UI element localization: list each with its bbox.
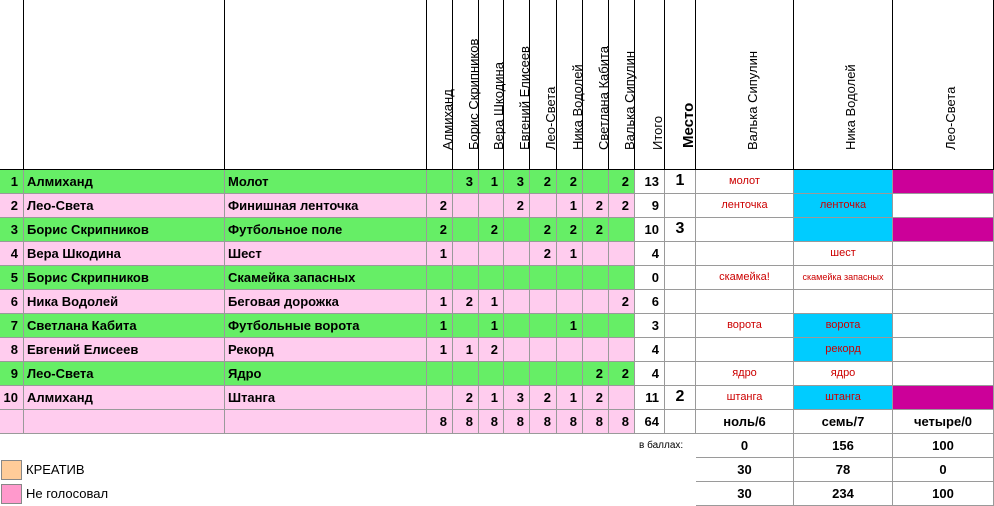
legend-swatch <box>1 460 22 480</box>
sum-total: 64 <box>635 410 665 434</box>
row-title[interactable]: Ядро <box>225 362 427 386</box>
vote-cell[interactable] <box>504 314 530 338</box>
vote-cell[interactable] <box>557 266 583 290</box>
vote-cell[interactable] <box>530 266 557 290</box>
vote-cell[interactable]: 1 <box>557 314 583 338</box>
row-title[interactable]: Скамейка запасных <box>225 266 427 290</box>
extra-vote-3[interactable] <box>893 194 994 218</box>
row-number: 9 <box>0 362 24 386</box>
sum-row-empty <box>0 410 24 434</box>
row-number: 2 <box>0 194 24 218</box>
vote-cell[interactable] <box>583 170 609 194</box>
header-place[interactable] <box>665 0 696 170</box>
row-number: 3 <box>0 218 24 242</box>
vote-cell[interactable]: 2 <box>453 386 479 410</box>
row-number: 1 <box>0 170 24 194</box>
extra-vote-3[interactable] <box>893 338 994 362</box>
vote-cell[interactable] <box>479 362 504 386</box>
row-total[interactable]: 4 <box>635 362 665 386</box>
row-title[interactable]: Футбольные ворота <box>225 314 427 338</box>
sum-vote-cell: 8 <box>427 410 453 434</box>
extra-vote-1[interactable]: ленточка <box>696 194 794 218</box>
row-place[interactable]: 2 <box>665 386 696 410</box>
vote-cell[interactable] <box>479 242 504 266</box>
row-place[interactable]: 1 <box>665 170 696 194</box>
extra-vote-1[interactable]: ворота <box>696 314 794 338</box>
points-label: в баллах: <box>639 440 684 451</box>
row-total[interactable]: 11 <box>635 386 665 410</box>
extra-vote-2[interactable]: рекорд <box>794 338 893 362</box>
vote-cell[interactable]: 1 <box>427 290 453 314</box>
sum-vote-cell: 8 <box>479 410 504 434</box>
vote-cell[interactable]: 1 <box>427 314 453 338</box>
extra-vote-3[interactable] <box>893 386 994 410</box>
vote-cell[interactable] <box>504 242 530 266</box>
vote-cell[interactable]: 2 <box>557 170 583 194</box>
row-number: 10 <box>0 386 24 410</box>
vote-cell[interactable] <box>504 290 530 314</box>
vote-cell[interactable]: 1 <box>557 194 583 218</box>
sum-extra-3: четыре/0 <box>893 410 994 434</box>
extra-vote-3[interactable] <box>893 170 994 194</box>
vote-cell[interactable] <box>583 242 609 266</box>
vote-cell[interactable] <box>530 290 557 314</box>
header-empty-title <box>225 0 427 170</box>
row-place[interactable] <box>665 338 696 362</box>
extra-vote-3[interactable] <box>893 218 994 242</box>
header-voter-3-label: Евгений Елисеев <box>516 46 532 150</box>
points-extra-2: 156 <box>794 434 893 458</box>
row-number: 6 <box>0 290 24 314</box>
row-number: 4 <box>0 242 24 266</box>
vote-cell[interactable] <box>504 218 530 242</box>
header-extra-2[interactable] <box>893 0 994 170</box>
legend-label: Не голосовал <box>26 486 109 501</box>
row-place[interactable] <box>665 290 696 314</box>
row-total[interactable]: 10 <box>635 218 665 242</box>
vote-cell[interactable] <box>557 290 583 314</box>
vote-cell[interactable] <box>557 338 583 362</box>
extra-vote-2[interactable] <box>794 290 893 314</box>
vote-cell[interactable] <box>453 218 479 242</box>
legend-label: КРЕАТИВ <box>26 462 85 477</box>
row-number: 5 <box>0 266 24 290</box>
row-place[interactable] <box>665 314 696 338</box>
row-author[interactable]: Алмиханд <box>24 386 225 410</box>
header-voter-0[interactable] <box>427 0 453 170</box>
legend-extra-2: 78 <box>794 458 893 482</box>
legend-extra-2: 234 <box>794 482 893 506</box>
vote-cell[interactable] <box>609 266 635 290</box>
header-voter-6-label: Светлана Кабита <box>595 46 611 150</box>
header-voter-2[interactable] <box>479 0 504 170</box>
vote-cell[interactable]: 1 <box>479 290 504 314</box>
extra-vote-3[interactable] <box>893 242 994 266</box>
sum-vote-cell: 8 <box>504 410 530 434</box>
vote-cell[interactable]: 2 <box>583 362 609 386</box>
vote-cell[interactable]: 1 <box>557 242 583 266</box>
vote-cell[interactable] <box>609 338 635 362</box>
sum-vote-cell: 8 <box>453 410 479 434</box>
vote-cell[interactable]: 1 <box>479 314 504 338</box>
vote-cell[interactable]: 2 <box>504 194 530 218</box>
vote-cell[interactable]: 2 <box>427 218 453 242</box>
header-total[interactable] <box>635 0 665 170</box>
row-author[interactable]: Лео-Света <box>24 194 225 218</box>
vote-cell[interactable]: 2 <box>609 290 635 314</box>
vote-cell[interactable] <box>504 362 530 386</box>
extra-vote-2[interactable]: ворота <box>794 314 893 338</box>
header-voter-1[interactable] <box>453 0 479 170</box>
legend-extra-1: 30 <box>696 482 794 506</box>
row-author[interactable]: Вера Шкодина <box>24 242 225 266</box>
vote-cell[interactable] <box>427 170 453 194</box>
vote-cell[interactable] <box>453 266 479 290</box>
sum-vote-cell: 8 <box>557 410 583 434</box>
vote-cell[interactable]: 3 <box>453 170 479 194</box>
row-total[interactable]: 13 <box>635 170 665 194</box>
extra-vote-1[interactable] <box>696 218 794 242</box>
vote-cell[interactable] <box>479 194 504 218</box>
vote-cell[interactable] <box>609 386 635 410</box>
vote-cell[interactable] <box>583 266 609 290</box>
extra-vote-2[interactable]: шест <box>794 242 893 266</box>
vote-cell[interactable] <box>530 362 557 386</box>
extra-vote-3[interactable] <box>893 266 994 290</box>
header-voter-5[interactable] <box>557 0 583 170</box>
points-extra-1: 0 <box>696 434 794 458</box>
vote-cell[interactable] <box>453 362 479 386</box>
vote-cell[interactable] <box>453 242 479 266</box>
header-voter-2-label: Вера Шкодина <box>491 62 506 150</box>
header-place-label: Место <box>680 102 697 148</box>
vote-cell[interactable]: 2 <box>583 194 609 218</box>
row-title[interactable]: Финишная ленточка <box>225 194 427 218</box>
vote-cell[interactable]: 2 <box>583 218 609 242</box>
vote-cell[interactable] <box>609 218 635 242</box>
vote-cell[interactable] <box>557 362 583 386</box>
row-total[interactable]: 4 <box>635 242 665 266</box>
row-author[interactable]: Евгений Елисеев <box>24 338 225 362</box>
extra-vote-1[interactable] <box>696 290 794 314</box>
vote-cell[interactable]: 2 <box>557 218 583 242</box>
vote-cell[interactable]: 3 <box>504 386 530 410</box>
vote-cell[interactable]: 1 <box>427 338 453 362</box>
vote-cell[interactable]: 2 <box>530 170 557 194</box>
row-title[interactable]: Рекорд <box>225 338 427 362</box>
vote-cell[interactable]: 2 <box>609 362 635 386</box>
row-author[interactable]: Лео-Света <box>24 362 225 386</box>
extra-vote-1[interactable]: скамейка! <box>696 266 794 290</box>
vote-cell[interactable] <box>583 338 609 362</box>
extra-vote-3[interactable] <box>893 362 994 386</box>
vote-cell[interactable]: 2 <box>453 290 479 314</box>
vote-cell[interactable] <box>530 338 557 362</box>
sum-vote-cell: 8 <box>530 410 557 434</box>
header-total-label: Итого <box>649 115 665 150</box>
sum-vote-cell: 8 <box>583 410 609 434</box>
header-voter-7[interactable] <box>609 0 635 170</box>
vote-cell[interactable] <box>453 194 479 218</box>
vote-cell[interactable]: 2 <box>479 218 504 242</box>
vote-cell[interactable]: 2 <box>427 194 453 218</box>
vote-cell[interactable] <box>504 338 530 362</box>
vote-cell[interactable]: 1 <box>427 242 453 266</box>
header-extra-1[interactable] <box>794 0 893 170</box>
header-voter-0-label: Алмиханд <box>439 89 455 150</box>
row-place[interactable] <box>665 362 696 386</box>
sum-extra-1: ноль/6 <box>696 410 794 434</box>
extra-vote-3[interactable] <box>893 314 994 338</box>
row-title[interactable]: Молот <box>225 170 427 194</box>
extra-vote-1[interactable]: молот <box>696 170 794 194</box>
row-number: 7 <box>0 314 24 338</box>
row-place[interactable] <box>665 194 696 218</box>
extra-vote-2[interactable]: скамейка запасных <box>794 266 893 290</box>
extra-vote-2[interactable] <box>794 170 893 194</box>
vote-cell[interactable]: 1 <box>479 170 504 194</box>
vote-cell[interactable]: 2 <box>583 386 609 410</box>
row-place[interactable] <box>665 242 696 266</box>
points-extra-3: 100 <box>893 434 994 458</box>
vote-cell[interactable] <box>427 386 453 410</box>
extra-vote-2[interactable]: ленточка <box>794 194 893 218</box>
row-title[interactable]: Штанга <box>225 386 427 410</box>
vote-cell[interactable]: 2 <box>609 194 635 218</box>
row-author[interactable]: Борис Скрипников <box>24 218 225 242</box>
vote-cell[interactable]: 3 <box>504 170 530 194</box>
vote-cell[interactable]: 2 <box>609 170 635 194</box>
vote-cell[interactable]: 2 <box>479 338 504 362</box>
row-title[interactable]: Шест <box>225 242 427 266</box>
vote-cell[interactable]: 2 <box>530 218 557 242</box>
header-empty-author <box>24 0 225 170</box>
header-extra-0[interactable] <box>696 0 794 170</box>
row-place[interactable]: 3 <box>665 218 696 242</box>
row-number: 8 <box>0 338 24 362</box>
vote-cell[interactable] <box>479 266 504 290</box>
row-total[interactable]: 9 <box>635 194 665 218</box>
extra-vote-1[interactable] <box>696 242 794 266</box>
sum-row-empty <box>24 410 225 434</box>
header-voter-6[interactable] <box>583 0 609 170</box>
header-voter-3[interactable] <box>504 0 530 170</box>
vote-cell[interactable] <box>530 194 557 218</box>
vote-cell[interactable] <box>583 314 609 338</box>
vote-cell[interactable] <box>609 242 635 266</box>
vote-cell[interactable] <box>609 314 635 338</box>
row-total[interactable]: 3 <box>635 314 665 338</box>
header-empty-n <box>0 0 24 170</box>
legend-extra-3: 100 <box>893 482 994 506</box>
sum-vote-cell: 8 <box>609 410 635 434</box>
row-title[interactable]: Беговая дорожка <box>225 290 427 314</box>
vote-cell[interactable]: 1 <box>557 386 583 410</box>
vote-cell[interactable] <box>427 266 453 290</box>
vote-cell[interactable] <box>504 266 530 290</box>
sum-place-empty <box>665 410 696 434</box>
extra-vote-2[interactable]: ядро <box>794 362 893 386</box>
extra-vote-1[interactable]: штанга <box>696 386 794 410</box>
vote-cell[interactable]: 2 <box>530 386 557 410</box>
header-extra-1-label: Ника Водолей <box>843 64 858 150</box>
row-title[interactable]: Футбольное поле <box>225 218 427 242</box>
vote-cell[interactable]: 1 <box>479 386 504 410</box>
extra-vote-2[interactable]: штанга <box>794 386 893 410</box>
extra-vote-2[interactable] <box>794 218 893 242</box>
row-author[interactable]: Светлана Кабита <box>24 314 225 338</box>
vote-cell[interactable] <box>427 362 453 386</box>
legend-extra-3: 0 <box>893 458 994 482</box>
row-author[interactable]: Алмиханд <box>24 170 225 194</box>
row-total[interactable]: 0 <box>635 266 665 290</box>
header-extra-2-label: Лео-Света <box>943 86 958 150</box>
header-voter-4-label: Лео-Света <box>543 86 558 150</box>
extra-vote-1[interactable]: ядро <box>696 362 794 386</box>
vote-cell[interactable] <box>530 314 557 338</box>
header-voter-7-label: Валька Сипулин <box>621 50 637 150</box>
vote-cell[interactable]: 2 <box>530 242 557 266</box>
header-extra-0-label: Валька Сипулин <box>744 50 760 150</box>
vote-cell[interactable]: 1 <box>453 338 479 362</box>
legend-swatch <box>1 484 22 504</box>
extra-vote-1[interactable] <box>696 338 794 362</box>
extra-vote-3[interactable] <box>893 290 994 314</box>
vote-cell[interactable] <box>453 314 479 338</box>
row-author[interactable]: Ника Водолей <box>24 290 225 314</box>
row-total[interactable]: 4 <box>635 338 665 362</box>
sum-row-empty <box>225 410 427 434</box>
row-total[interactable]: 6 <box>635 290 665 314</box>
vote-cell[interactable] <box>583 290 609 314</box>
header-voter-1-label: Борис Скрипников <box>465 38 481 150</box>
header-voter-5-label: Ника Водолей <box>569 64 585 150</box>
row-place[interactable] <box>665 266 696 290</box>
header-voter-4[interactable] <box>530 0 557 170</box>
sum-extra-2: семь/7 <box>794 410 893 434</box>
row-author[interactable]: Борис Скрипников <box>24 266 225 290</box>
legend-extra-1: 30 <box>696 458 794 482</box>
